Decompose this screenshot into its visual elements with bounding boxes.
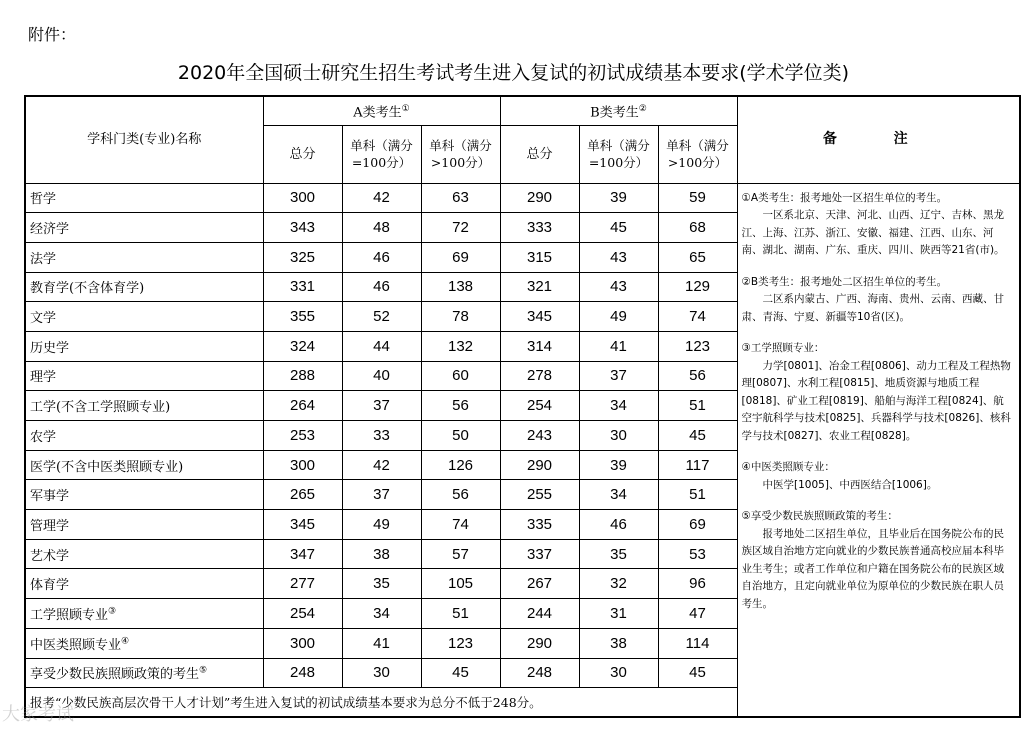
subject-name: 中医类照顾专业④ [25, 628, 263, 658]
subject-name: 经济学 [25, 213, 263, 243]
score-cell-a-total: 331 [263, 272, 342, 302]
score-cell-b-s100: 49 [579, 302, 658, 332]
score-cell-a-s100: 30 [342, 658, 421, 688]
score-cell-b-total: 290 [500, 450, 579, 480]
attachment-label: 附件： [28, 25, 77, 44]
subject-name: 教育学(不含体育学) [25, 272, 263, 302]
table-row [25, 183, 1020, 213]
score-cell-b-sgt: 96 [658, 569, 737, 599]
score-cell-a-total: 300 [263, 183, 342, 213]
score-cell-a-sgt: 63 [421, 183, 500, 213]
subject-name: 医学(不含中医类照顾专业) [25, 450, 263, 480]
score-cell-a-sgt: 132 [421, 331, 500, 361]
score-cell-b-sgt: 59 [658, 183, 737, 213]
score-cell-a-s100: 42 [342, 183, 421, 213]
score-cell-b-total: 267 [500, 569, 579, 599]
score-cell-b-sgt: 51 [658, 391, 737, 421]
score-cell-a-sgt: 45 [421, 658, 500, 688]
score-cell-a-total: 253 [263, 421, 342, 451]
score-cell-b-s100: 37 [579, 361, 658, 391]
score-cell-b-sgt: 51 [658, 480, 737, 510]
score-cell-a-sgt: 56 [421, 391, 500, 421]
subject-name: 工学(不含工学照顾专业) [25, 391, 263, 421]
score-cell-a-s100: 40 [342, 361, 421, 391]
score-cell-b-total: 315 [500, 242, 579, 272]
score-cell-b-s100: 41 [579, 331, 658, 361]
score-cell-a-total: 248 [263, 658, 342, 688]
score-cell-a-total: 345 [263, 510, 342, 540]
subject-name: 哲学 [25, 183, 263, 213]
score-cell-b-sgt: 68 [658, 213, 737, 243]
score-cell-a-s100: 38 [342, 539, 421, 569]
score-cell-b-s100: 43 [579, 272, 658, 302]
score-cell-a-s100: 37 [342, 391, 421, 421]
score-cell-b-sgt: 45 [658, 658, 737, 688]
subject-name: 艺术学 [25, 539, 263, 569]
score-cell-a-total: 265 [263, 480, 342, 510]
subject-name: 农学 [25, 421, 263, 451]
subject-name: 历史学 [25, 331, 263, 361]
score-cell-a-sgt: 123 [421, 628, 500, 658]
score-cell-b-s100: 30 [579, 658, 658, 688]
score-cell-b-s100: 30 [579, 421, 658, 451]
score-cell-a-total: 324 [263, 331, 342, 361]
score-cell-b-total: 243 [500, 421, 579, 451]
score-table [24, 95, 1021, 718]
a-total-header: 总分 [263, 125, 342, 183]
score-cell-a-sgt: 57 [421, 539, 500, 569]
page-title: 2020年全国硕士研究生招生考试考生进入复试的初试成绩基本要求(学术学位类) [177, 62, 850, 84]
score-cell-a-total: 343 [263, 213, 342, 243]
score-cell-b-total: 290 [500, 628, 579, 658]
score-cell-b-sgt: 56 [658, 361, 737, 391]
score-cell-a-sgt: 50 [421, 421, 500, 451]
subject-column-header: 学科门类(专业)名称 [25, 96, 263, 183]
score-cell-a-s100: 33 [342, 421, 421, 451]
score-cell-b-sgt: 117 [658, 450, 737, 480]
a-single-100-header: 单科（满分 =100分） [342, 125, 421, 183]
score-cell-a-total: 300 [263, 628, 342, 658]
subject-name: 工学照顾专业③ [25, 599, 263, 629]
footer-note: 报考“少数民族高层次骨干人才计划”考生进入复试的初试成绩基本要求为总分不低于248分。 [25, 688, 737, 717]
score-cell-a-total: 325 [263, 242, 342, 272]
b-single-100-header: 单科（满分 =100分） [579, 125, 658, 183]
score-cell-b-s100: 32 [579, 569, 658, 599]
score-cell-a-sgt: 105 [421, 569, 500, 599]
subject-name: 法学 [25, 242, 263, 272]
remarks-notes [737, 183, 1020, 717]
score-cell-a-sgt: 126 [421, 450, 500, 480]
score-cell-a-s100: 41 [342, 628, 421, 658]
score-cell-b-s100: 35 [579, 539, 658, 569]
score-cell-a-sgt: 69 [421, 242, 500, 272]
note-item: ⑤享受少数民族照顾政策的考生： 报考地处二区招生单位，且毕业后在国务院公布的民族区域自治地方定向就业的少数民族普通高校应届本科毕业生考生；或者工作单位和户籍在国务院公布的民族区域自治地方，且定向就业单位为原单位的少数民族在职人员考生。 [741, 510, 1004, 610]
score-cell-b-total: 345 [500, 302, 579, 332]
score-cell-b-sgt: 45 [658, 421, 737, 451]
remarks-header: 备 注 [737, 96, 1020, 183]
score-cell-b-total: 337 [500, 539, 579, 569]
score-cell-a-s100: 42 [342, 450, 421, 480]
note-item: ②B类考生：报考地处二区招生单位的考生。 二区系内蒙古、广西、海南、贵州、云南、西藏、甘肃、青海、宁夏、新疆等10省(区)。 [741, 275, 1004, 323]
score-cell-b-s100: 38 [579, 628, 658, 658]
score-cell-a-total: 264 [263, 391, 342, 421]
score-cell-b-total: 248 [500, 658, 579, 688]
score-cell-b-s100: 45 [579, 213, 658, 243]
score-cell-a-s100: 46 [342, 272, 421, 302]
note-item: ③工学照顾专业： 力学[0801]、冶金工程[0806]、动力工程及工程热物理[0807]、水利工程[0815]、地质资源与地质工程[0818]、矿业工程[0819]、船舶与海洋工程[0824]、航空宇航科学与技术[0825]、兵器科学与技术[0826]、核科学与技术[0827]、农业工程[0828]。 [741, 342, 1011, 442]
score-cell-b-total: 254 [500, 391, 579, 421]
score-cell-a-sgt: 78 [421, 302, 500, 332]
subject-name: 体育学 [25, 569, 263, 599]
score-cell-b-total: 321 [500, 272, 579, 302]
b-single-gt100-header: 单科（满分 >100分） [658, 125, 737, 183]
score-cell-a-total: 355 [263, 302, 342, 332]
subject-name: 军事学 [25, 480, 263, 510]
group-a-header: A类考生① [263, 96, 500, 125]
score-cell-b-sgt: 123 [658, 331, 737, 361]
score-cell-a-sgt: 51 [421, 599, 500, 629]
score-cell-b-total: 314 [500, 331, 579, 361]
subject-name: 享受少数民族照顾政策的考生⑤ [25, 658, 263, 688]
score-cell-a-s100: 52 [342, 302, 421, 332]
score-cell-b-s100: 34 [579, 480, 658, 510]
score-cell-b-total: 333 [500, 213, 579, 243]
score-cell-b-s100: 46 [579, 510, 658, 540]
score-cell-b-total: 335 [500, 510, 579, 540]
score-cell-a-total: 277 [263, 569, 342, 599]
score-cell-b-sgt: 65 [658, 242, 737, 272]
score-cell-b-sgt: 74 [658, 302, 737, 332]
score-cell-a-sgt: 56 [421, 480, 500, 510]
score-cell-a-sgt: 60 [421, 361, 500, 391]
score-cell-b-s100: 39 [579, 450, 658, 480]
score-cell-a-s100: 48 [342, 213, 421, 243]
score-cell-b-total: 290 [500, 183, 579, 213]
score-cell-b-s100: 31 [579, 599, 658, 629]
score-cell-a-total: 254 [263, 599, 342, 629]
note-item: ④中医类照顾专业： 中医学[1005]、中西医结合[1006]。 [741, 461, 938, 491]
score-cell-b-sgt: 69 [658, 510, 737, 540]
score-cell-b-s100: 34 [579, 391, 658, 421]
group-b-header: B类考生② [500, 96, 737, 125]
score-cell-a-sgt: 138 [421, 272, 500, 302]
score-cell-a-s100: 34 [342, 599, 421, 629]
score-cell-a-s100: 35 [342, 569, 421, 599]
score-cell-a-s100: 46 [342, 242, 421, 272]
score-cell-a-total: 288 [263, 361, 342, 391]
score-cell-a-sgt: 72 [421, 213, 500, 243]
score-cell-b-s100: 43 [579, 242, 658, 272]
score-cell-b-sgt: 47 [658, 599, 737, 629]
score-cell-b-total: 255 [500, 480, 579, 510]
a-single-gt100-header: 单科（满分 >100分） [421, 125, 500, 183]
score-cell-b-total: 278 [500, 361, 579, 391]
score-cell-a-s100: 44 [342, 331, 421, 361]
score-cell-a-total: 300 [263, 450, 342, 480]
score-cell-a-s100: 49 [342, 510, 421, 540]
subject-name: 理学 [25, 361, 263, 391]
score-cell-b-sgt: 114 [658, 628, 737, 658]
note-item: ①A类考生：报考地处一区招生单位的考生。 一区系北京、天津、河北、山西、辽宁、吉林、黑龙江、上海、江苏、浙江、安徽、福建、江西、山东、河南、湖北、湖南、广东、重庆、四川、陕西等21省(市)。 [741, 191, 1005, 256]
score-cell-a-sgt: 74 [421, 510, 500, 540]
subject-name: 管理学 [25, 510, 263, 540]
score-cell-b-sgt: 53 [658, 539, 737, 569]
score-cell-a-s100: 37 [342, 480, 421, 510]
score-cell-a-total: 347 [263, 539, 342, 569]
score-cell-b-sgt: 129 [658, 272, 737, 302]
score-cell-b-s100: 39 [579, 183, 658, 213]
subject-name: 文学 [25, 302, 263, 332]
score-cell-b-total: 244 [500, 599, 579, 629]
b-total-header: 总分 [500, 125, 579, 183]
watermark: 大家考试 [2, 704, 74, 725]
